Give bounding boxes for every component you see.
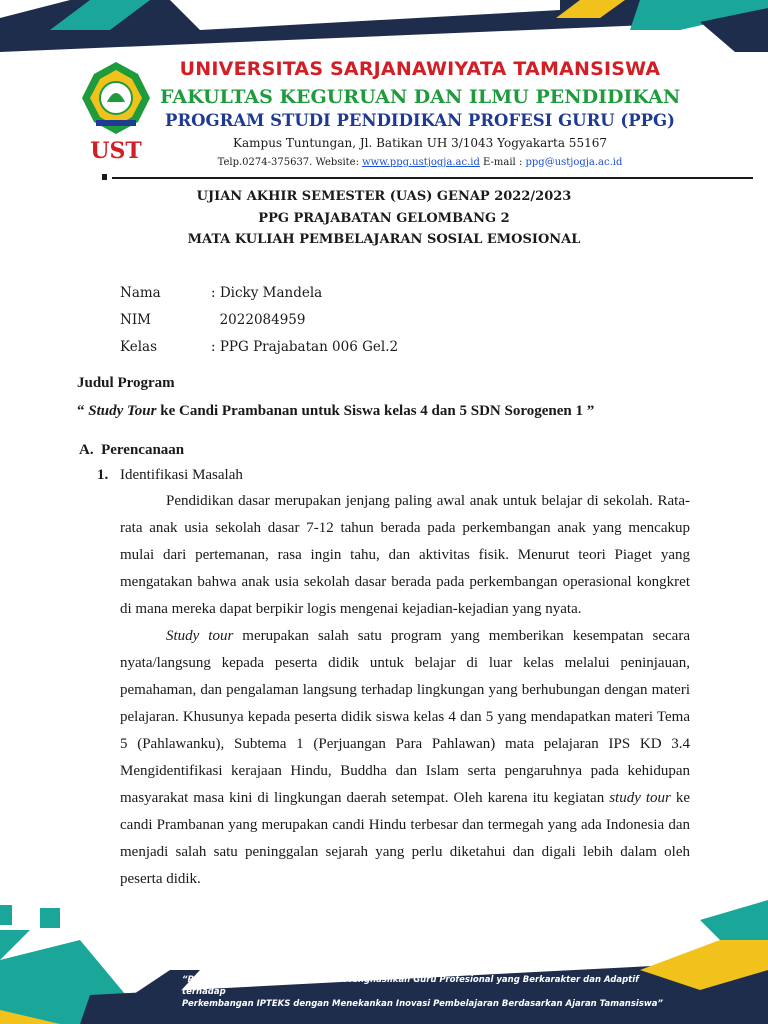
exam-subtitle: PPG PRAJABATAN GELOMBANG 2 bbox=[258, 211, 510, 226]
svg-text:UST: UST bbox=[90, 138, 142, 164]
nim-value: 2022084959 bbox=[211, 312, 306, 328]
email-label: E-mail : bbox=[479, 157, 526, 168]
section-heading: A. Perencanaan bbox=[79, 442, 185, 458]
campus-address: Kampus Tuntungan, Jl. Batikan UH 3/1043 Yogyakarta 55167 bbox=[233, 136, 607, 150]
footer-motto bbox=[182, 974, 682, 1010]
program-name: PROGRAM STUDI PENDIDIKAN PROFESI GURU (PPG) bbox=[165, 111, 675, 130]
program-title bbox=[77, 403, 594, 420]
name-value: : Dicky Mandela bbox=[211, 285, 323, 301]
class-value: : PPG Prajabatan 006 Gel.2 bbox=[211, 339, 399, 355]
paragraph-1: Pendidikan dasar merupakan jenjang paling awal anak untuk belajar di sekolah. Rata-rata anak usia sekolah dasar 7-12 tahun berada pada perkembangan anak yang mencakup mulai dari pertemanan, rasa ingin tahu, dan aktivitas fisik. Menurut teori Piaget yang mengatakan bahwa anak usia sekolah dasar berada pada perkembangan operasional kongkret di mana mereka dapat berpikir logis mengenai kejadian-kejadian yang nyata. bbox=[120, 493, 690, 617]
header-divider bbox=[112, 177, 753, 179]
phone-text: Telp.0274-375637. Website: bbox=[217, 157, 363, 168]
header-decoration bbox=[0, 0, 768, 60]
email-link[interactable]: ppg@ustjogja.ac.id bbox=[525, 157, 623, 168]
motto-line-1: “Pada tahun 2032, Unggul dalam Menghasilkan Guru Profesional yang Berkarakter dan Adaptif terhadap bbox=[182, 975, 639, 997]
name-label: Nama bbox=[120, 285, 161, 301]
course-title: MATA KULIAH PEMBELAJARAN SOSIAL EMOSIONAL bbox=[187, 232, 581, 247]
subsection-number: 1. bbox=[97, 467, 109, 483]
paragraph-2-italic-2: study tour bbox=[609, 790, 671, 806]
faculty-name: FAKULTAS KEGURUAN DAN ILMU PENDIDIKAN bbox=[160, 86, 681, 108]
university-logo bbox=[74, 60, 158, 170]
nim-label: NIM bbox=[120, 312, 151, 328]
program-heading: Judul Program bbox=[77, 375, 175, 391]
subsection-heading bbox=[97, 467, 243, 484]
subsection-title: Identifikasi Masalah bbox=[120, 467, 243, 483]
program-title-rest: ke Candi Prambanan untuk Siswa kelas 4 dan 5 SDN Sorogenen 1 ” bbox=[156, 403, 595, 419]
exam-title: UJIAN AKHIR SEMESTER (UAS) GENAP 2022/2023 bbox=[196, 189, 572, 204]
paragraph-2 bbox=[120, 623, 690, 893]
paragraph-2-text-a: merupakan salah satu program yang memberikan kesempatan secara nyata/langsung kepada peserta didik untuk belajar di luar kelas melalui peninjauan, pemahaman, dan pengalaman langsung terhadap lingkungan yang berhubungan dengan materi pelajaran. Khusunya kepada peserta didik siswa kelas 4 dan 5 yang mendapatkan materi Tema 5 (Pahlawanku), Subtema 1 (Perjuangan Para Pahlawan) mata pelajaran IPS KD 3.4 Mengidentifikasi kerajaan Hindu, Buddha dan Islam serta pengaruhnya pada kehidupan masyarakat masa kini di lingkungan daerah setempat. Oleh karena itu kegiatan bbox=[120, 628, 690, 806]
program-title-italic: Study Tour bbox=[88, 403, 157, 419]
open-quote: “ bbox=[77, 403, 89, 419]
rule-marker bbox=[102, 174, 107, 180]
class-label: Kelas bbox=[120, 339, 158, 355]
paragraph-2-italic: Study tour bbox=[166, 628, 234, 644]
website-link[interactable]: www.ppg.ustjogja.ac.id bbox=[362, 157, 480, 168]
university-name: UNIVERSITAS SARJANAWIYATA TAMANSISWA bbox=[179, 58, 661, 80]
motto-line-2: Perkembangan IPTEKS dengan Menekankan Inovasi Pembelajaran Berdasarkan Ajaran Tamansiswa” bbox=[182, 999, 663, 1009]
contact-line bbox=[160, 157, 680, 168]
paragraph-2-text-b: ke candi Prambanan yang merupakan candi Hindu terbesar dan termegah yang ada Indonesia dan menjadi salah satu peninggalan sejarah yang perlu diketahui dan digali lebih dalam oleh peserta didik. bbox=[120, 790, 690, 887]
